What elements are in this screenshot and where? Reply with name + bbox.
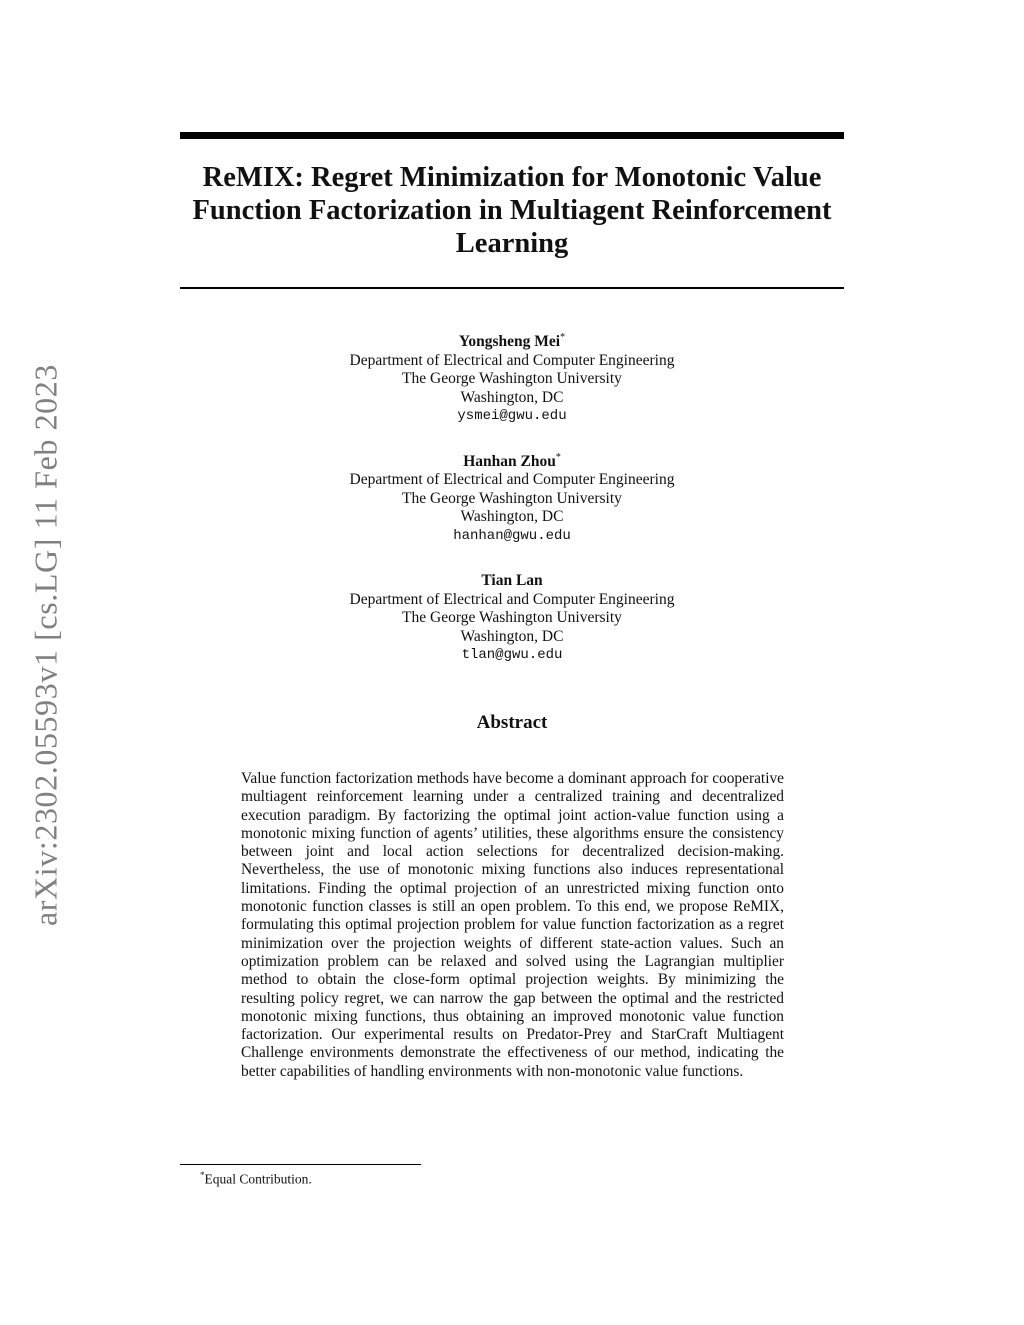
author-department: Department of Electrical and Computer Engineering <box>349 351 675 369</box>
footnote-rule <box>180 1164 421 1165</box>
author-block <box>180 453 844 546</box>
author-name: Yongsheng Mei* <box>458 331 566 350</box>
footnote <box>200 1170 312 1188</box>
abstract-text: Value function factorization methods have become a dominant approach for cooperative multiagent reinforcement learning under a centralized training and decentralized execution paradigm. By factorizing the optimal joint action-value function using a monotonic mixing function of agents’ utilities, these algorithms ensure the consistency between joint and local action selections for decentralized decision-making. Nevertheless, the use of monotonic mixing functions also induces representational limitations. Finding the optimal projection of an unrestricted mixing function onto monotonic function classes is still an open problem. To this end, we propose ReMIX, formulating this optimal projection problem for value function factorization as a regret minimization over the projection weights of different state-action values. Such an optimization problem can be relaxed and solved using the Lagrangian multiplier method to obtain the close-form optimal projection weights. By minimizing the resulting policy regret, we can narrow the gap between the optimal and the restricted monotonic mixing functions, thus obtaining an improved monotonic value function factorization. Our experimental results on Predator-Prey and StarCraft Multiagent Challenge environments demonstrate the effectiveness of our method, indicating the better capabilities of handling environments with non-monotonic value functions. <box>241 770 784 1080</box>
author-name: Hanhan Zhou* <box>463 451 561 470</box>
author-name: Tian Lan <box>481 572 543 589</box>
author-list <box>180 333 844 692</box>
author-department: Department of Electrical and Computer Engineering <box>349 590 675 608</box>
author-block <box>180 333 844 426</box>
author-location: Washington, DC <box>460 388 564 406</box>
title-top-rule <box>180 132 844 139</box>
paper-title: ReMIX: Regret Minimization for Monotonic Value Function Factorization in Multiagent Reinforcement Learning <box>192 162 832 259</box>
footnote-text: Equal Contribution. <box>204 1171 312 1187</box>
author-department: Department of Electrical and Computer Engineering <box>349 471 675 488</box>
footnote-mark: * <box>200 1170 205 1180</box>
equal-contribution-mark: * <box>555 451 561 463</box>
author-location: Washington, DC <box>460 508 564 525</box>
author-block <box>180 572 844 665</box>
arxiv-identifier-stamp: arXiv:2302.05593v1 [cs.LG] 11 Feb 2023 <box>27 364 64 926</box>
equal-contribution-mark: * <box>560 331 566 343</box>
author-university: The George Washington University <box>402 370 622 387</box>
author-university: The George Washington University <box>402 609 622 626</box>
abstract-heading: Abstract <box>476 712 548 733</box>
author-email: ysmei@gwu.edu <box>457 408 567 424</box>
author-location: Washington, DC <box>460 627 564 645</box>
author-email: hanhan@gwu.edu <box>453 527 571 544</box>
title-bottom-rule <box>180 287 844 289</box>
author-university: The George Washington University <box>402 489 622 507</box>
author-email: tlan@gwu.edu <box>461 647 563 663</box>
